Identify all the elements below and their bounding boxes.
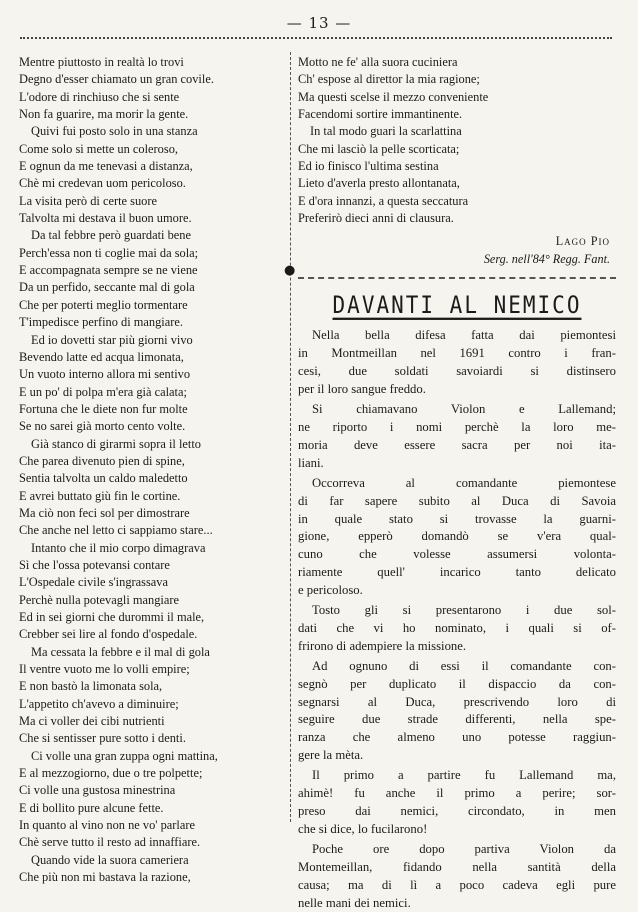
poem-line: E un po' di polpa m'era già calata; (19, 384, 187, 399)
poem-line: Motto ne fe' alla suora cuciniera (298, 55, 458, 69)
poem-line: Preferirò dieci anni di clausura. (298, 211, 454, 226)
poem-line: Sì che l'ossa potevansi contare (19, 557, 170, 572)
column-divider (290, 52, 291, 822)
poem-line: Lieto d'averla presto allontanata, (298, 176, 460, 191)
paragraph-line: liani. (298, 455, 324, 470)
paragraph-line: causa; ma di lì a poco cadeva egli pure (298, 877, 616, 892)
right-column (298, 54, 616, 912)
poem-line: Intanto che il mio corpo dimagrava (31, 540, 206, 555)
paragraph-line: in quale stato si trovasse la guarni- (298, 511, 616, 526)
poem-line: L'appetito ch'avevo a diminuire; (19, 696, 179, 711)
paragraph-line: Tosto gli si presentarono i due sol- (312, 603, 616, 618)
poem-line: Perch'essa non ti coglie mai da sola; (19, 245, 199, 260)
paragraph-line: per il loro sangue freddo. (298, 382, 426, 397)
paragraph-line: in Montmeillan nel 1691 contro i fran- (298, 346, 616, 361)
poem-line: Da un perfido, seccante mal di gola (19, 280, 195, 295)
paragraph-line: ranza che almeno uno potesse raggiun- (298, 730, 616, 745)
paragraph-line: frirono di adempiere la missione. (298, 638, 467, 653)
paragraph-line: ne riporto i nomi perchè la loro me- (298, 419, 616, 434)
poem-signature-name: Lago Pio (555, 234, 610, 249)
poem-line: L'Ospedale civile s'ingrassava (19, 575, 168, 590)
poem-line: Che per poterti meglio tormentare (19, 297, 188, 312)
paragraph-line: Nella bella difesa fatta dai piemontesi (312, 328, 616, 343)
article-paragraph (298, 658, 616, 765)
paragraph-line: riamente quell' incarico tanto delicato (298, 565, 616, 580)
poem-line: Ma ci voller dei cibi nutrienti (19, 714, 165, 729)
poem-ending (298, 54, 616, 227)
article-paragraph (298, 767, 616, 839)
poem-line: Ma cessata la febbre e il mal di gola (31, 644, 210, 659)
poem-line: Che mi lasciò la pelle scorticata; (298, 141, 460, 156)
section-separator (298, 277, 616, 279)
poem-line: Da tal febbre però guardati bene (31, 228, 191, 243)
article-paragraph (298, 475, 616, 600)
poem-line: E ognun da me tenevasi a distanza, (19, 159, 193, 174)
poem-line: Quivi fui posto solo in una stanza (31, 124, 198, 139)
article-body (298, 327, 616, 912)
poem-line: Già stanco di girarmi sopra il letto (31, 436, 201, 451)
poem-line: E d'ora innanzi, a questa seccatura (298, 193, 469, 208)
poem-line: Talvolta mi destava il buon umore. (19, 211, 192, 226)
poem-line: Degno d'esser chiamato un gran covile. (19, 72, 214, 87)
poem-line: Mentre piuttosto in realtà lo trovi (19, 55, 184, 69)
paragraph-line: dati che vi ho nominato, i quali si of- (298, 620, 616, 635)
poem-line: E avrei buttato giù fin le cortine. (19, 488, 181, 503)
poem-line: In tal modo guari la scarlattina (310, 124, 462, 139)
poem-line: L'odore di rinchiuso che si sente (19, 89, 180, 104)
poem-line: Ma questi scelse il mezzo conveniente (298, 89, 489, 104)
paragraph-line: di far sapere subito al Duca di Savoia (298, 493, 616, 508)
poem-line: Bevendo latte ed acqua limonata, (19, 349, 184, 364)
paragraph-line: ahimè! fu anche il primo a perire; sor- (298, 786, 616, 801)
poem-line: T'impedisce perfino di mangiare. (19, 315, 183, 330)
left-column-poem (19, 54, 284, 887)
poem-line: Chè mi credevan uom pericoloso. (19, 176, 186, 191)
paragraph-line: segnò per duplicato il dispaccio da con- (298, 676, 616, 691)
poem-line: Che anche nel letto ci sappiamo stare... (19, 523, 213, 538)
header-rule (20, 37, 612, 39)
poem-line: Come solo si mette un coleroso, (19, 141, 178, 156)
paragraph-line: cesi, due soldati savoiardi si distinsero (298, 364, 616, 379)
poem-line: Ed io dovetti star più giorni vivo (31, 332, 193, 347)
poem-line: Se no sarei già morto cento volte. (19, 419, 186, 434)
article-paragraph (298, 602, 616, 656)
poem-line: Sentia talvolta un caldo maledetto (19, 471, 188, 486)
paragraph-line: che si dice, lo fucilarono! (298, 821, 428, 836)
poem-line: E accompagnata sempre se ne viene (19, 263, 198, 278)
paragraph-line: preso dai nemici, circondato, in men (298, 804, 616, 818)
poem-line: Un vuoto interno allora mi sentivo (19, 367, 191, 382)
poem-line: Che si sentisser pure sotto i denti. (19, 731, 186, 746)
poem-line: Ci volle una gran zuppa ogni mattina, (31, 748, 218, 763)
paragraph-line: Occorreva al comandante piemontese (312, 475, 616, 490)
poem-line: Ma ciò non feci sol per dimostrare (19, 505, 190, 520)
poem-line: Ch' espose al direttor la mia ragione; (298, 72, 480, 87)
paragraph-line: Ad ognuno di essi il comandante con- (312, 658, 616, 673)
paragraph-line: Si chiamavano Violon e Lallemand; (312, 402, 616, 417)
article-paragraph (298, 327, 616, 399)
paragraph-line: e pericoloso. (298, 583, 363, 598)
paragraph-line: seguire due strade differenti, nella spe- (298, 712, 616, 727)
poem-line: Facendomi sortire immantinente. (298, 107, 463, 122)
poem-line: In quanto al vino non ne vo' parlare (19, 818, 195, 833)
article-paragraph (298, 841, 616, 912)
poem-line: Quando vide la suora cameriera (31, 852, 189, 867)
paragraph-line: Il primo a partire fu Lallemand ma, (312, 768, 616, 783)
page-number: — 13 — (286, 14, 352, 32)
poem-line: Ci volle una gustosa minestrina (19, 783, 176, 798)
poem-signature-detail: Serg. nell'84° Regg. Fant. (483, 251, 610, 266)
poem-line: Crebber sei lire al fondo d'ospedale. (19, 627, 198, 642)
article-title: DAVANTI AL NEMICO (332, 291, 582, 320)
poem-line: Ed in sei giorni che durommi il male, (19, 610, 205, 624)
poem-line: Non fa guarire, ma morir la gente. (19, 107, 189, 122)
poem-line: Che parea divenuto pien di spine, (19, 453, 185, 468)
paragraph-line: Poche ore dopo partiva Violon da (312, 841, 616, 856)
paragraph-line: segnarsi al Duca, prescrivendo loro di (298, 694, 616, 709)
column-bullet: ● (284, 263, 296, 278)
poem-line: Perchè nulla potevagli mangiare (19, 592, 179, 607)
poem-line: Che più non mi bastava la razione, (19, 870, 191, 885)
poem-line: Chè serve tutto il resto ad innaffiare. (19, 835, 201, 850)
paragraph-line: moria deve essere sacra per noi ita- (298, 437, 616, 452)
paragraph-line: nelle mani dei nemici. (298, 895, 411, 910)
paragraph-line: gere la mèta. (298, 748, 364, 763)
poem-line: La visita però di certe suore (19, 193, 157, 208)
paragraph-line: gione, epperò domandò se v'era qual- (298, 529, 616, 544)
poem-line: E al mezzogiorno, due o tre polpette; (19, 766, 203, 781)
paragraph-line: cuno che volesse assumersi volonta- (298, 547, 616, 562)
poem-line: Fortuna che le diete non fur molte (19, 401, 188, 416)
poem-line: Ed io finisco l'ultima sestina (298, 159, 439, 174)
article-paragraph (298, 401, 616, 473)
poem-line: Il ventre vuoto me lo volli empire; (19, 662, 190, 677)
poem-line: E di bollito pure alcune fette. (19, 800, 164, 815)
paragraph-line: Montemeillan, fidando nella santità della (298, 859, 616, 874)
poem-line: E non bastò la limonata sola, (19, 679, 163, 694)
